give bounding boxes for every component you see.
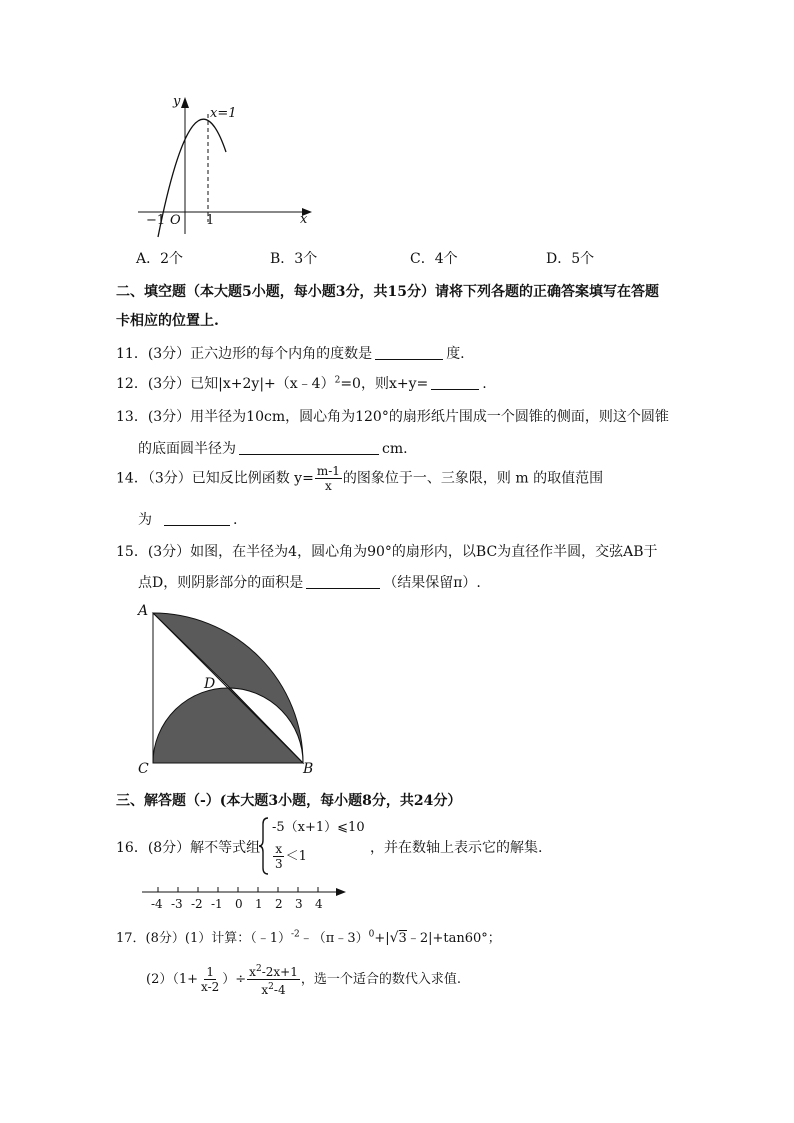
q15-line2-lead: 点D，则阴影部分的面积是 bbox=[138, 575, 304, 591]
q15-answer-blank[interactable] bbox=[306, 574, 380, 589]
sqrt-sign: √ bbox=[389, 930, 399, 946]
q17-frac2-num-a: x bbox=[249, 965, 256, 979]
number-line-tick-label: -4 bbox=[151, 897, 163, 911]
q14-frac-den: x bbox=[324, 479, 332, 493]
number-line-tick-label: 4 bbox=[315, 897, 323, 911]
number-line-tick-label: 3 bbox=[295, 897, 303, 911]
q14-frac-num: m-1 bbox=[316, 464, 340, 478]
q17-p1-mid: ﹣（π﹣3） bbox=[299, 931, 369, 946]
point-a-label: A bbox=[138, 603, 149, 619]
graph-tick-neg1: −1 bbox=[146, 213, 166, 228]
number-line-tick-label: -3 bbox=[171, 897, 183, 911]
number-line-tick-label: -1 bbox=[211, 897, 223, 911]
question-11 bbox=[116, 343, 465, 363]
q17-frac2-den-exp: 2 bbox=[268, 982, 274, 992]
option-c: C．4个 bbox=[410, 251, 458, 267]
q16-ineq2-frac bbox=[273, 842, 285, 871]
section2-heading-line1: 二、填空题（本大题5小题，每小题3分，共15分）请将下列各题的正确答案填写在答题 bbox=[116, 284, 659, 300]
q16-ineq2-den: 3 bbox=[275, 857, 283, 871]
q11-lead: 11．(3分）正六边形的每个内角的度数是 bbox=[116, 346, 373, 362]
number-line-tick-label: 0 bbox=[235, 897, 243, 911]
system-brace bbox=[258, 816, 270, 876]
q17-frac2-den-a: x bbox=[261, 983, 269, 997]
number-line-tick-label: 2 bbox=[275, 897, 283, 911]
number-line bbox=[140, 882, 352, 898]
q12-answer-blank[interactable] bbox=[431, 375, 479, 390]
parabola-curve bbox=[158, 119, 226, 237]
q17-p1-lead: 17．(8分）(1）计算：（﹣1） bbox=[116, 931, 291, 946]
q11-answer-blank[interactable] bbox=[375, 345, 443, 360]
q17-p1-mid2: +| bbox=[374, 931, 390, 946]
point-d-label: D bbox=[204, 676, 216, 692]
graph-line-label: x=1 bbox=[210, 106, 237, 121]
q17-p2-lead: (2）（1+ bbox=[146, 972, 199, 987]
q17-p2-div: ）÷ bbox=[222, 972, 247, 987]
question-17-part2 bbox=[146, 962, 461, 997]
question-14-line2 bbox=[138, 509, 237, 529]
q11-tail: 度. bbox=[446, 346, 465, 362]
question-15-line2 bbox=[138, 572, 481, 592]
q13-line2-lead: 的底面圆半径为 bbox=[138, 441, 236, 457]
q14-fraction bbox=[315, 464, 342, 493]
option-a: A．2个 bbox=[136, 251, 184, 267]
question-16-lead: 16．(8分）解不等式组 bbox=[116, 840, 261, 856]
q12-exp: 2 bbox=[334, 375, 341, 386]
q17-p1-tail: ﹣2|+tan60°； bbox=[406, 931, 501, 946]
q16-ineq2-rest: ＜1 bbox=[285, 849, 307, 864]
q17-p2-frac1 bbox=[199, 965, 221, 994]
q12-lead: 12．(3分）已知|x+2y|+（x﹣4） bbox=[116, 376, 335, 392]
question-13-line1: 13．(3分）用半径为10cm，圆心角为120°的扇形纸片围成一个圆锥的侧面，则这个圆锥 bbox=[116, 409, 669, 425]
number-line-tick-label: 1 bbox=[255, 897, 263, 911]
q14-mid: 的图象位于一、三象限，则 m 的取值范围 bbox=[342, 470, 604, 487]
q17-frac2-num-exp: 2 bbox=[255, 964, 262, 974]
q16-inequality-2 bbox=[272, 842, 307, 871]
graph-origin-label: O bbox=[170, 213, 181, 228]
q17-frac2-den-b: -4 bbox=[273, 983, 286, 997]
question-15-line1: 15．(3分）如图，在半径为4，圆心角为90°的扇形内，以BC为直径作半圆，交弦AB于 bbox=[116, 544, 658, 560]
q17-p2-frac2 bbox=[247, 962, 300, 997]
point-b-label: B bbox=[303, 761, 314, 777]
q17-p1-exp1: -2 bbox=[291, 929, 300, 940]
number-line-arrow bbox=[336, 888, 346, 896]
q17-p2-frac1-den: x-2 bbox=[201, 980, 220, 994]
q14-line2-lead: 为 bbox=[138, 512, 152, 528]
q16-inequality-1: -5（x+1）⩽10 bbox=[272, 820, 365, 835]
section3-heading: 三、解答题（-）(本大题3小题，每小题8分，共24分） bbox=[116, 793, 462, 809]
number-line-tick-label: -2 bbox=[191, 897, 203, 911]
q17-p1-root: 3 bbox=[398, 931, 407, 946]
q15-line2-tail: （结果保留π）. bbox=[383, 575, 481, 591]
q17-p1-exp2: 0 bbox=[368, 929, 375, 940]
q14-lead: 14．（3分）已知反比例函数 y= bbox=[116, 470, 314, 487]
section2-heading-line2: 卡相应的位置上. bbox=[116, 313, 219, 329]
y-axis-arrow bbox=[181, 97, 189, 108]
q14-answer-blank[interactable] bbox=[164, 511, 230, 526]
q12-tail: . bbox=[482, 376, 487, 392]
sector-figure bbox=[150, 610, 310, 766]
question-14-line1 bbox=[116, 464, 603, 493]
question-12 bbox=[116, 373, 487, 393]
graph-tick-1: 1 bbox=[206, 213, 215, 228]
option-b: B．3个 bbox=[270, 251, 318, 267]
q17-frac2-num-b: -2x+1 bbox=[261, 965, 298, 979]
q12-mid: =0，则x+y= bbox=[340, 376, 429, 392]
option-d: D．5个 bbox=[546, 251, 595, 267]
question-13-line2 bbox=[138, 438, 408, 458]
q14-line2-tail: . bbox=[233, 512, 238, 528]
question-16-tail: ，并在数轴上表示它的解集. bbox=[370, 840, 543, 856]
q17-p2-frac1-num: 1 bbox=[206, 965, 214, 979]
q17-p2-frac2-num bbox=[247, 962, 300, 980]
q17-p2-tail: ，选一个适合的数代入求值. bbox=[300, 972, 461, 987]
graph-x-label: x bbox=[300, 212, 308, 227]
point-c-label: C bbox=[138, 761, 149, 777]
graph-y-label: y bbox=[173, 94, 181, 109]
q17-p2-frac2-den bbox=[259, 980, 287, 997]
q13-line2-tail: cm. bbox=[382, 441, 408, 457]
question-17-part1 bbox=[116, 927, 501, 946]
q16-ineq2-num: x bbox=[275, 842, 283, 856]
q13-answer-blank[interactable] bbox=[239, 440, 379, 455]
